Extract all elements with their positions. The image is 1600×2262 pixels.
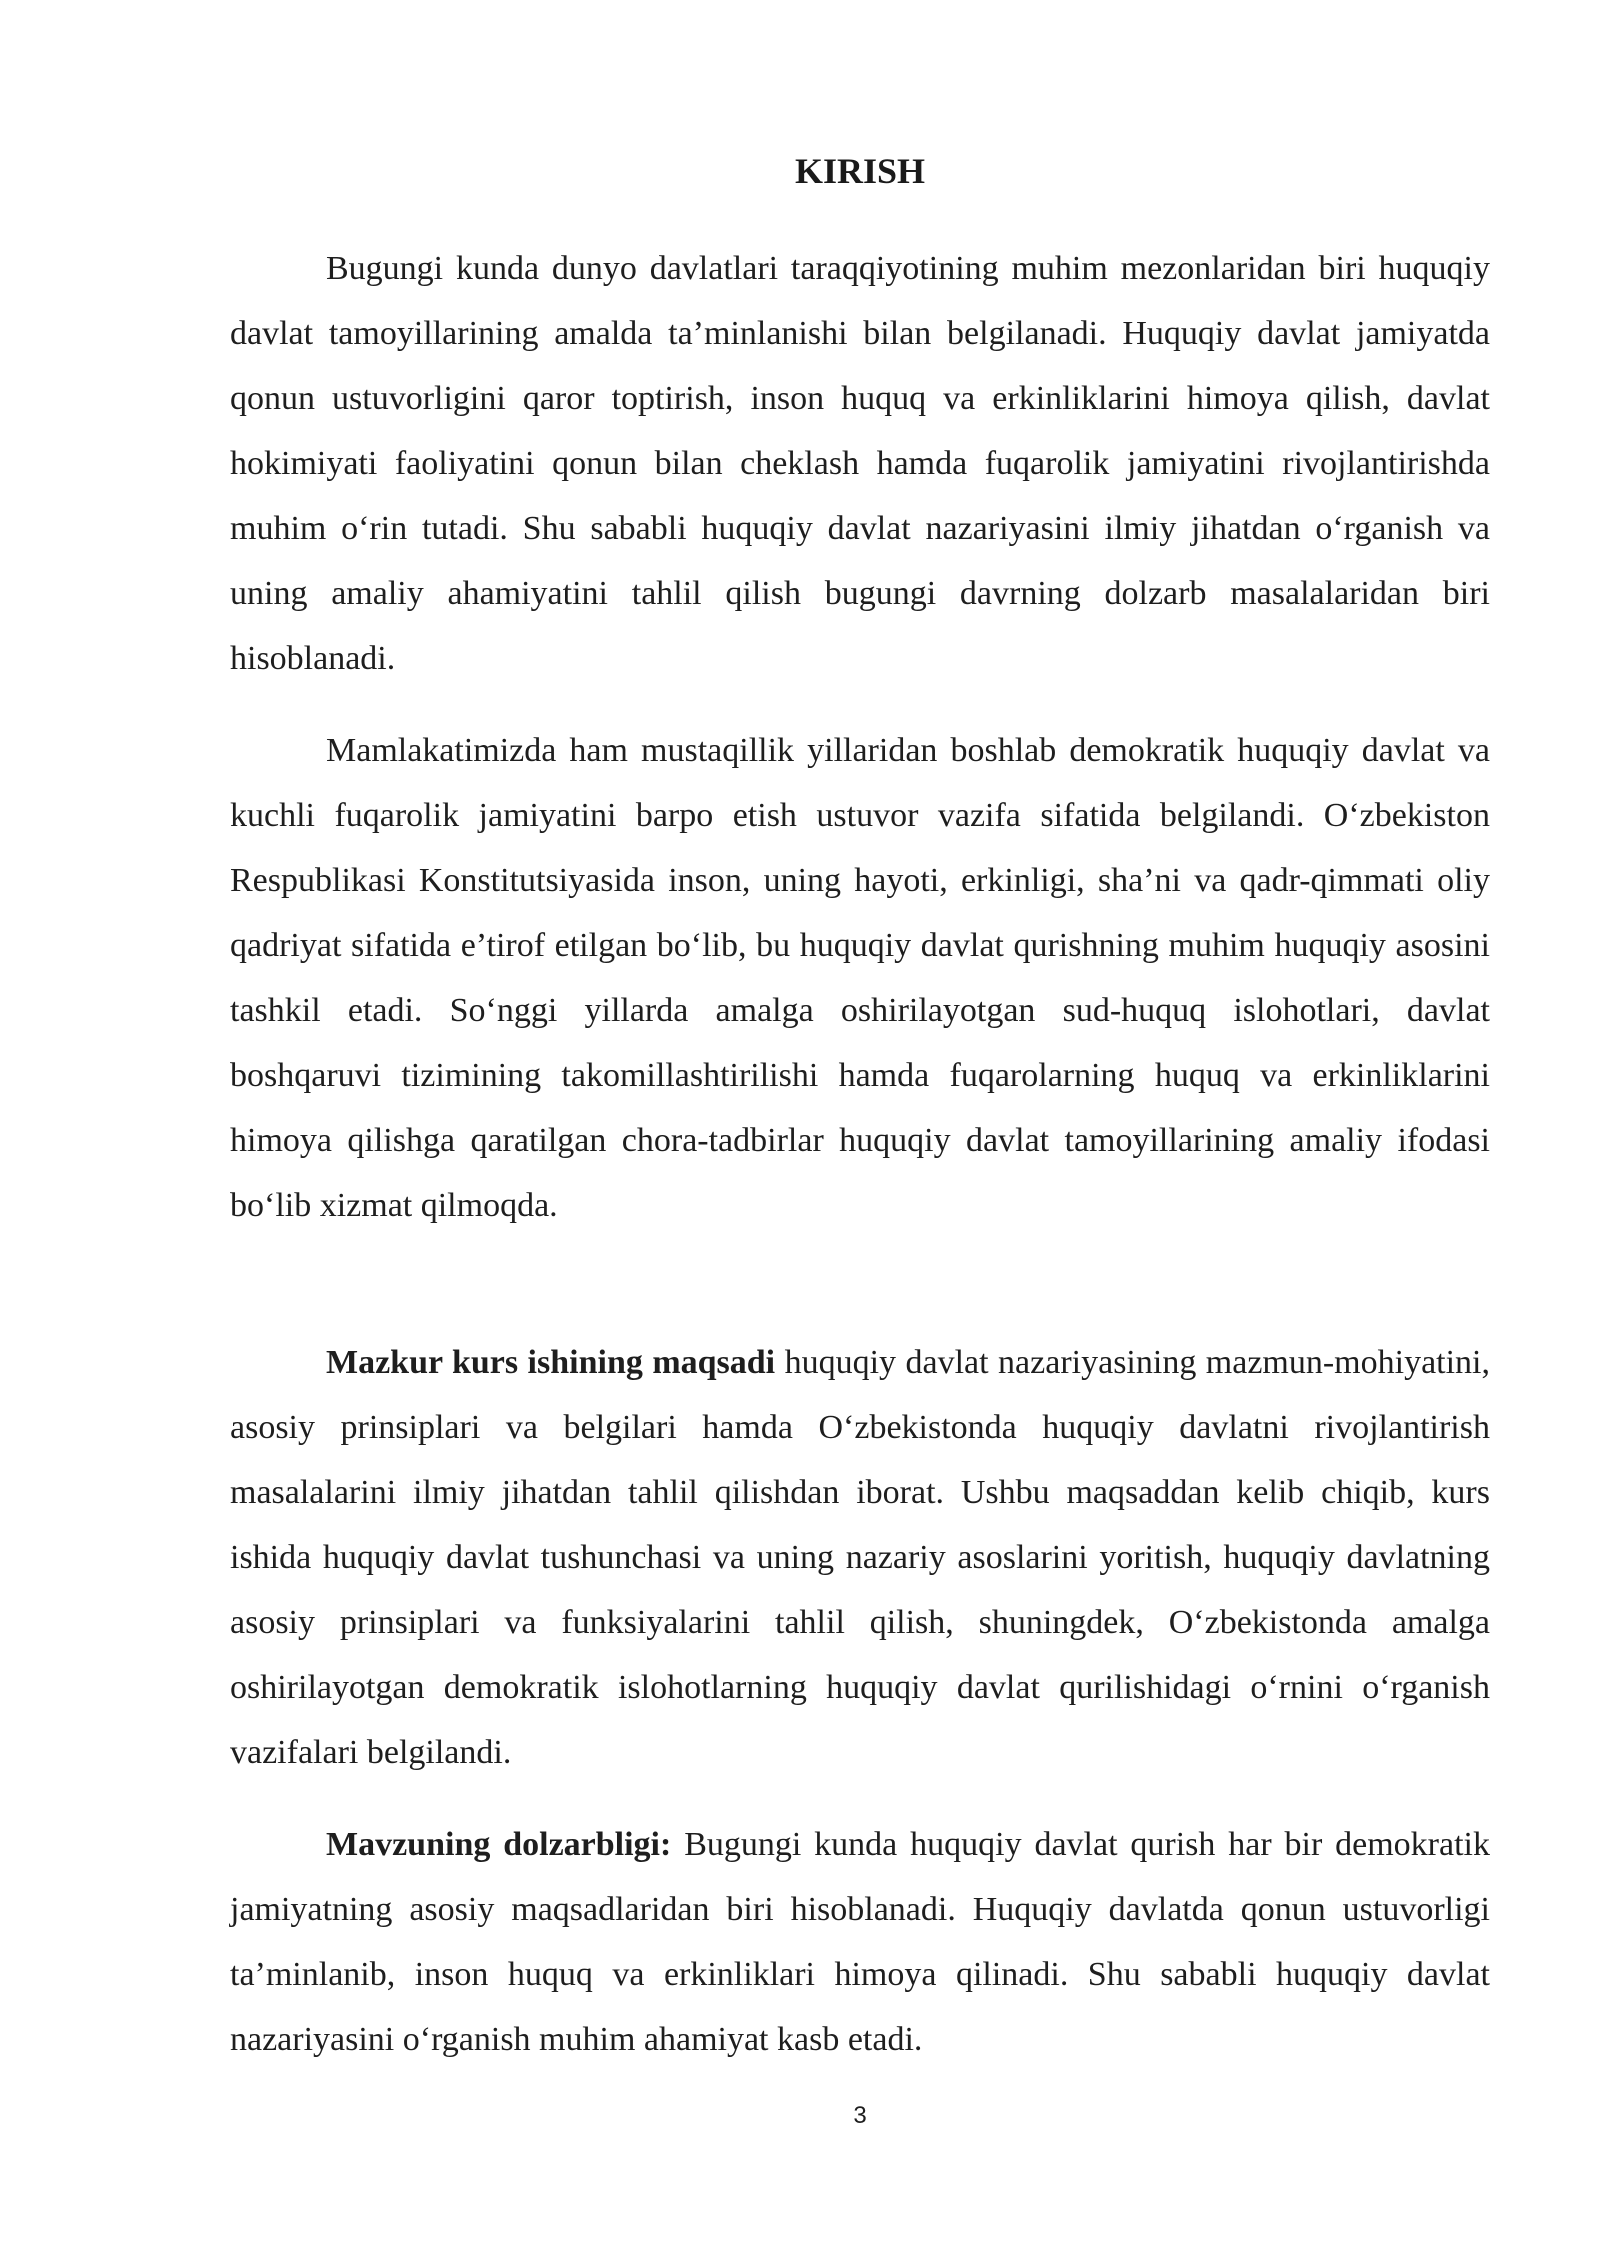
- paragraph-body: Bugungi kunda huquqiy davlat qurish har bir demokratik jamiyatning asosiy maqsadlaridan biri hisoblanadi. Huquqiy davlatda qonun ustuvorligi ta’minlanib, inson huquq va erkinliklari himoya qilinadi. Shu sababli huquqiy davlat nazariyasini o‘rganish muhim ahamiyat kasb etadi.: [230, 1826, 1490, 2058]
- paragraph-text: Mamlakatimizda ham mustaqillik yillaridan boshlab demokratik huquqiy davlat va kuchli fuqarolik jamiyatini barpo etish ustuvor vazifa sifatida belgilandi. O‘zbekiston Respublikasi Konstitutsiyasida inson, uning hayoti, erkinligi, sha’ni va qadr-qimmati oliy qadriyat sifatida e’tirof etilgan bo‘lib, bu huquqiy davlat qurishning muhim huquqiy asosini tashkil etadi. So‘nggi yillarda amalga oshirilayotgan sud-huquq islohotlari, davlat boshqaruvi tizimining takomillashtirilishi hamda fuqarolarning huquq va erkinliklarini himoya qilishga qaratilgan chora-tadbirlar huquqiy davlat tamoyillarining amaliy ifodasi bo‘lib xizmat qilmoqda.: [230, 732, 1490, 1224]
- paragraph-goal: [230, 1330, 1490, 1785]
- page-number: 3: [853, 2102, 867, 2129]
- page-title: KIRISH: [794, 151, 926, 191]
- paragraph-relevance: [230, 1812, 1490, 2072]
- paragraph-lead: Mavzuning dolzarbligi:: [326, 1826, 672, 1863]
- paragraph-lead: Mazkur kurs ishining maqsadi: [326, 1344, 776, 1381]
- paragraph-intro: [230, 236, 1490, 691]
- paragraph-country-context: [230, 718, 1490, 1238]
- paragraph-body: huquqiy davlat nazariyasining mazmun-mohiyatini, asosiy prinsiplari va belgilari hamda O‘zbekistonda huquqiy davlatni rivojlantirish masalalarini ilmiy jihatdan tahlil qilishdan iborat. Ushbu maqsaddan kelib chiqib, kurs ishida huquqiy davlat tushunchasi va uning nazariy asoslarini yoritish, huquqiy davlatning asosiy prinsiplari va funksiyalarini tahlil qilish, shuningdek, O‘zbekistonda amalga oshirilayotgan demokratik islohotlarning huquqiy davlat qurilishidagi o‘rnini o‘rganish vazifalari belgilandi.: [230, 1344, 1491, 1771]
- paragraph-text: [230, 1330, 1490, 1785]
- paragraph-text: [230, 1812, 1490, 2072]
- paragraph-text: Bugungi kunda dunyo davlatlari taraqqiyotining muhim mezonlaridan biri huquqiy davlat tamoyillarining amalda ta’minlanishi bilan belgilanadi. Huquqiy davlat jamiyatda qonun ustuvorligini qaror toptirish, inson huquq va erkinliklarini himoya qilish, davlat hokimiyati faoliyatini qonun bilan cheklash hamda fuqarolik jamiyatini rivojlantirishda muhim o‘rin tutadi. Shu sababli huquqiy davlat nazariyasini ilmiy jihatdan o‘rganish va uning amaliy ahamiyatini tahlil qilish bugungi davrning dolzarb masalalaridan biri hisoblanadi.: [230, 250, 1490, 677]
